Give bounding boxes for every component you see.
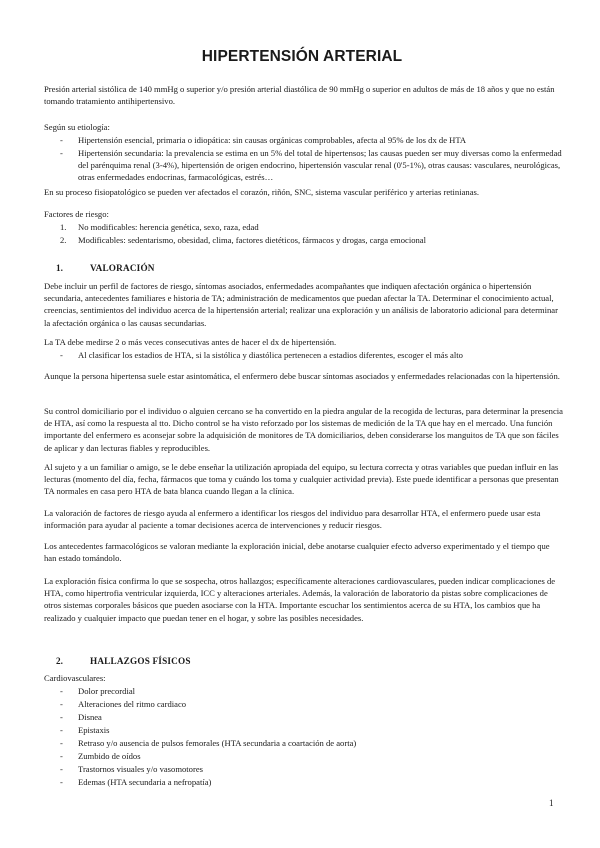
list-marker: 1.: [60, 222, 67, 232]
section-title: VALORACIÓN: [90, 263, 155, 273]
valoracion-paragraph-5: Al sujeto y a un familiar o amigo, se le debe enseñar la utilización apropiada del equipo, su lectura correcta y otras variables que puedan influir en las lecturas (momento del día, fecha, fármacos que toma y cuándo los toma y cualquier actividad previa). Este puede identificar a personas que presentan TA normales en casa pero HTA de bata blanca cuando llegan a la clínica.: [44, 462, 559, 497]
list-marker: -: [60, 686, 63, 696]
list-item-text: Modificables: sedentarismo, obesidad, clima, factores dietéticos, fármacos y drogas, carga emocional: [78, 235, 427, 245]
valoracion-paragraph-3: Aunque la persona hipertensa suele estar asintomática, el enfermero debe buscar síntomas asociados y enfermedades relacionadas con la hipertensión.: [44, 371, 560, 381]
list-item-text: Trastornos visuales y/o vasomotores: [78, 764, 204, 774]
section-number: 2.: [56, 656, 63, 666]
list-marker: 2.: [60, 235, 67, 245]
list-marker: -: [60, 712, 63, 722]
list-marker: -: [60, 764, 63, 774]
list-item-text: Zumbido de oídos: [78, 751, 141, 761]
list-marker: -: [60, 135, 63, 145]
risk-heading: Factores de riesgo:: [44, 209, 109, 219]
valoracion-paragraph-6: La valoración de factores de riesgo ayuda al enfermero a identificar los riesgos del individuo para desarrollar HTA, el enfermero puede usar esta información para ayudar al paciente a tomar decisiones acerca de intervenciones y reducir riesgos.: [44, 508, 541, 531]
list-item-text: No modificables: herencia genética, sexo, raza, edad: [78, 222, 259, 232]
page-number: 1: [549, 798, 554, 808]
list-item-text: Hipertensión esencial, primaria o idiopática: sin causas orgánicas comprobables, afecta al 95% de los dx de HTA: [78, 135, 467, 145]
list-item-text: Edemas (HTA secundaria a nefropatía): [78, 777, 212, 787]
list-marker: -: [60, 751, 63, 761]
list-item-text: Hipertensión secundaria: la prevalencia se estima en un 5% del total de hipertensos; las causas pueden ser muy diversas como la enfermedad del parénquima renal (3-4%), hipertensión de origen endocrino, hipertensión vascular renal (0'5-1%), otras causas: vasculares, neurológicas, otras enfermedades endocrinas, farmacológicas, estrés…: [78, 148, 562, 183]
list-marker: -: [60, 699, 63, 709]
list-item-text: Dolor precordial: [78, 686, 136, 696]
list-item-text: Retraso y/o ausencia de pulsos femorales (HTA secundaria a coartación de aorta): [78, 738, 357, 748]
valoracion-paragraph-7: Los antecedentes farmacológicos se valoran mediante la exploración inicial, debe anotarse cualquier efecto adverso experimentado y el tiempo que han estado tomándolo.: [44, 541, 550, 564]
valoracion-paragraph-2: La TA debe medirse 2 o más veces consecutivas antes de hacer el dx de hipertensión.: [44, 337, 337, 347]
list-item-text: Alteraciones del ritmo cardiaco: [78, 699, 187, 709]
list-marker: -: [60, 738, 63, 748]
section-number: 1.: [56, 263, 63, 273]
section-title: HALLAZGOS FÍSICOS: [90, 656, 191, 666]
list-item-text: Al clasificar los estadios de HTA, si la sistólica y diastólica pertenecen a estadios diferentes, escoger el más alto: [78, 350, 463, 360]
intro-paragraph: Presión arterial sistólica de 140 mmHg o superior y/o presión arterial diastólica de 90 mmHg o superior en adultos de más de 18 años y que no están tomando tratamiento antihipertensivo.: [44, 84, 555, 107]
valoracion-paragraph-8: La exploración física confirma lo que se sospecha, otros hallazgos; específicamente alteraciones cardiovasculares, pueden indicar complicaciones de HTA, como hipertrofia ventricular izquierda, ICC y alteraciones arteriales. Además, la valoración de laboratorio da pistas sobre complicaciones de otros sistemas corporales básicos que pueden asociarse con la HTA. Importante escuchar los sentimientos acerca de su HTA, los cambios que ha realizado y cualquier impacto que puedan tener en el hogar, y sobre las posibles necesidades.: [44, 576, 556, 623]
etiology-heading: Según su etiología:: [44, 122, 110, 132]
valoracion-paragraph-1: Debe incluir un perfil de factores de riesgo, síntomas asociados, enfermedades acompañantes que indiquen afectación orgánica o hipertensión secundaria, antecedentes familiares e historia de TA; administración de medicamentos que puedan afectar la TA. Determinar el conocimiento actual, creencias, sentimientos del individuo acerca de la hipertensión arterial; realizar una exploración y un análisis de laboratorio adicional para determinar la afectación orgánica o las causas secundarias.: [44, 281, 558, 328]
list-marker: -: [60, 350, 63, 360]
etiology-after: En su proceso fisiopatológico se pueden ver afectados el corazón, riñón, SNC, sistema vascular periférico y arterias retinianas.: [44, 187, 480, 197]
cardiovascular-heading: Cardiovasculares:: [44, 673, 106, 683]
list-marker: -: [60, 725, 63, 735]
valoracion-paragraph-4: Su control domiciliario por el individuo o alguien cercano se ha convertido en la piedra angular de la recogida de lecturas, para determinar la presencia de HTA, así como la respuesta al tto. Dicho control se ha visto reforzado por los sistemas de medición de la TA que hay en el mercado. Una función importante del enfermero es aconsejar sobre la adquisición de monitores de TA domiciliarios, deben considerarse los manguitos de TA que son fáciles de aplicar y dan lecturas fiables y reproducibles.: [44, 406, 563, 453]
list-item-text: Epistaxis: [78, 725, 110, 735]
list-item-text: Disnea: [78, 712, 102, 722]
document-title: HIPERTENSIÓN ARTERIAL: [201, 48, 403, 65]
list-marker: -: [60, 148, 63, 158]
list-marker: -: [60, 777, 63, 787]
